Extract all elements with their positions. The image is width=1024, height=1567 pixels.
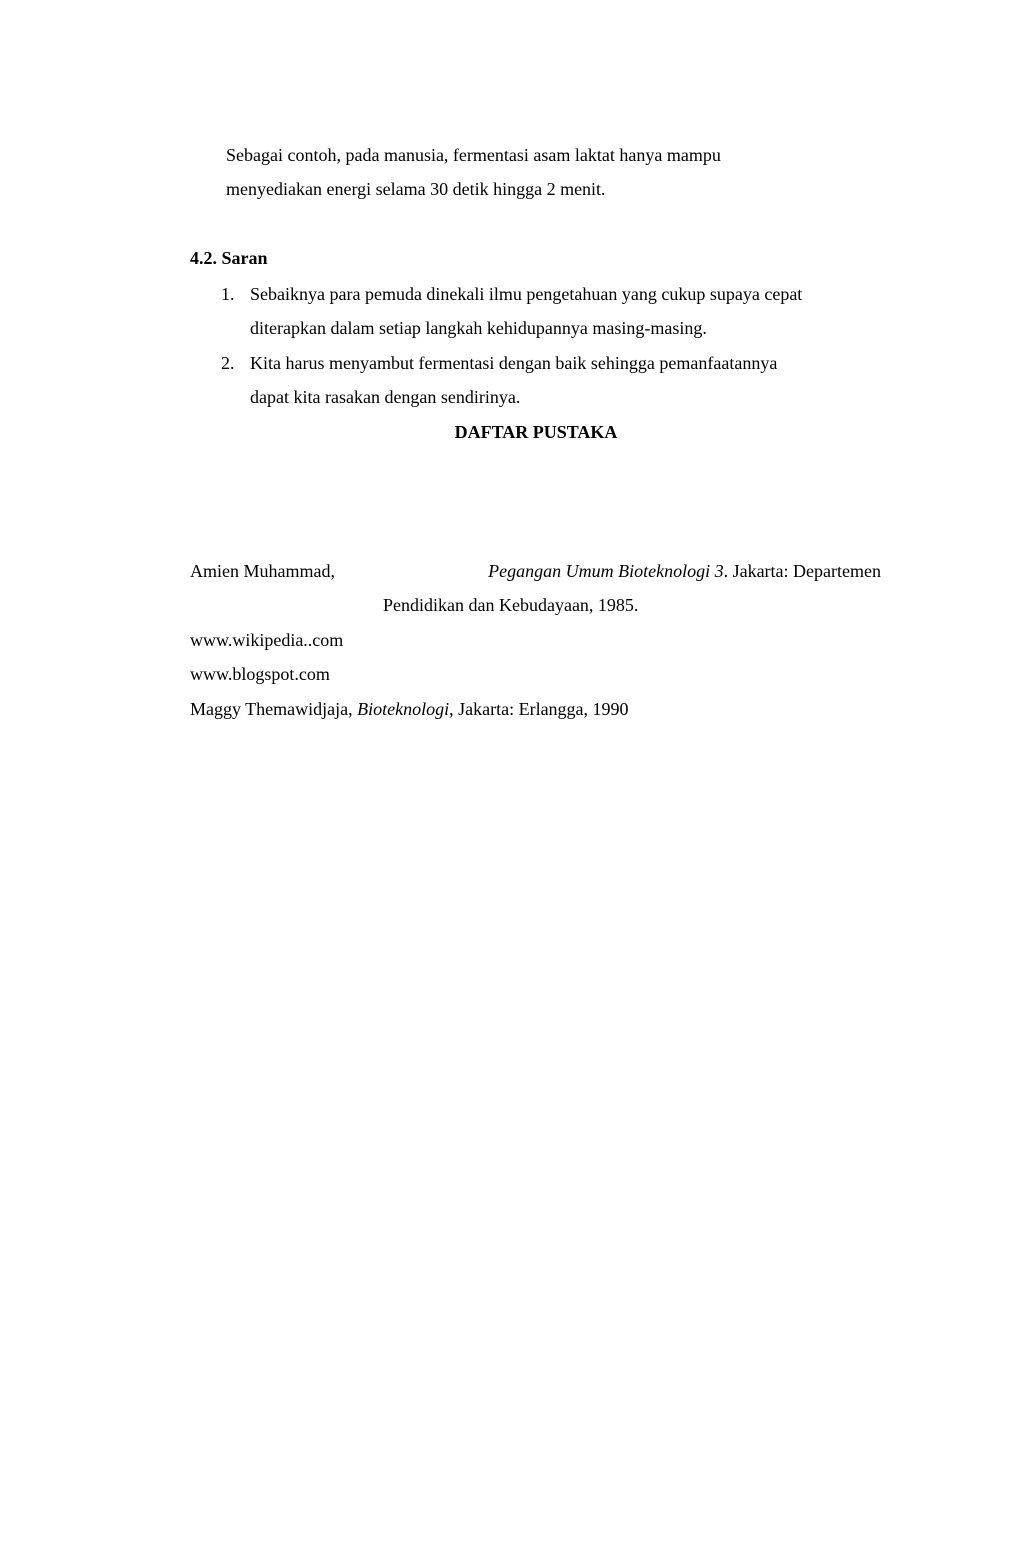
reference-title-wrapper xyxy=(488,554,881,588)
reference-author: Amien Muhammad, xyxy=(190,561,335,581)
reference-title: Pegangan Umum Bioteknologi 3 xyxy=(488,561,724,581)
list-item xyxy=(221,346,881,414)
reference-publisher: , Jakarta: Erlangga, 1990 xyxy=(449,699,629,719)
reference-entry-link: www.wikipedia..com xyxy=(190,630,344,650)
intro-line-1: Sebagai contoh, pada manusia, fermentasi asam laktat hanya mampu xyxy=(226,145,721,165)
list-item-number: 1. xyxy=(221,284,235,304)
bibliography-title: DAFTAR PUSTAKA xyxy=(454,422,618,442)
section-heading-saran: 4.2. Saran xyxy=(190,248,268,268)
reference-entry-link: www.blogspot.com xyxy=(190,664,330,684)
list-item-line-2: diterapkan dalam setiap langkah kehidupannya masing-masing. xyxy=(250,318,707,338)
reference-publisher: . Jakarta: Departemen xyxy=(723,561,881,581)
list-item-line-1: Kita harus menyambut fermentasi dengan baik sehingga pemanfaatannya xyxy=(250,353,778,373)
list-item xyxy=(221,277,881,345)
list-item-line-2: dapat kita rasakan dengan sendirinya. xyxy=(250,387,521,407)
reference-entry xyxy=(190,554,881,622)
list-item-number: 2. xyxy=(221,353,235,373)
reference-author: Maggy Themawidjaja, xyxy=(190,699,353,719)
reference-title: Bioteknologi xyxy=(357,699,450,719)
intro-paragraph xyxy=(226,138,881,206)
reference-continuation: Pendidikan dan Kebudayaan, 1985. xyxy=(383,595,639,615)
list-item-line-1: Sebaiknya para pemuda dinekali ilmu pengetahuan yang cukup supaya cepat xyxy=(250,284,803,304)
reference-entry xyxy=(190,692,629,726)
intro-line-2: menyediakan energi selama 30 detik hingga 2 menit. xyxy=(226,179,606,199)
